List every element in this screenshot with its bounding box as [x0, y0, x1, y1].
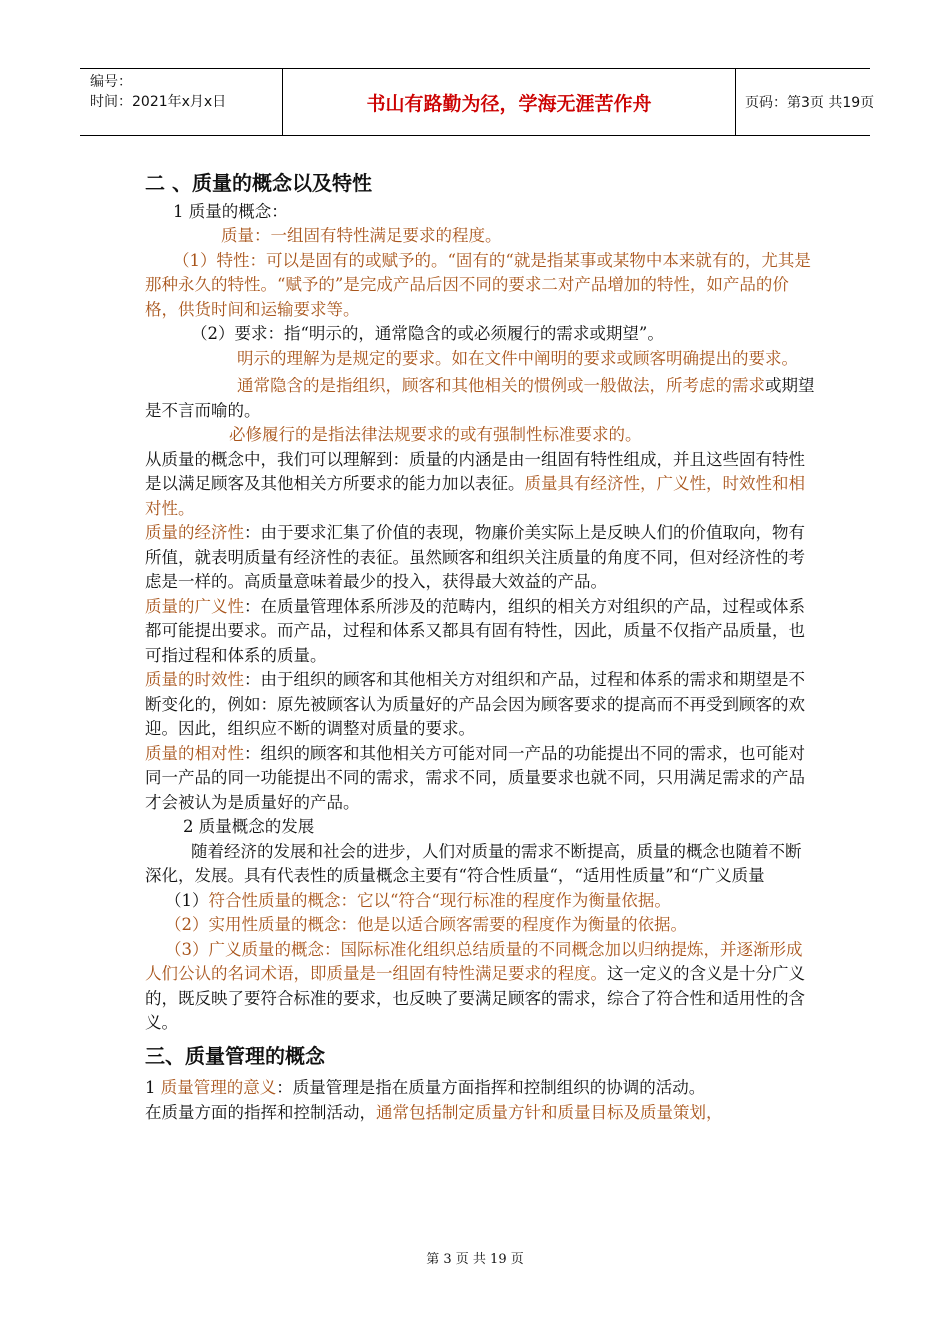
- text-span: 在质量方面的指挥和控制活动，: [145, 1102, 376, 1122]
- paragraph: 质量：一组固有特性满足要求的程度。: [221, 226, 502, 245]
- text-span: 1: [145, 1078, 161, 1097]
- paragraph: （2）实用性质量的概念：他是以适合顾客需要的程度作为衡量的依据。: [165, 915, 687, 934]
- number-label: 编号：: [90, 74, 132, 90]
- text-span: 质量具有经济性，广义性，时效性和相对性。: [145, 474, 805, 518]
- paragraph: [145, 1076, 815, 1101]
- page-footer: 第 3 页 共 19 页: [426, 1252, 524, 1267]
- paragraph: [145, 595, 815, 669]
- paragraph: 2 质量概念的发展: [183, 817, 315, 836]
- section-heading-3: 三、质量管理的概念: [145, 1043, 325, 1068]
- text-span: 或期望是不言而喻的。: [145, 376, 815, 420]
- term-label: 质量的相对性: [145, 743, 244, 763]
- text-span: 通常隐含的是指组织，顾客和其他相关的惯例或一般做法，所考虑的需求: [237, 376, 765, 395]
- date-label: 时间：2021年x月x日: [90, 94, 227, 110]
- paragraph: [145, 374, 815, 423]
- paragraph: （1）特性：可以是固有的或赋予的。“固有的“就是指某事或某物中本来就有的，尤其是那种永久的特性。“赋予的”是完成产品后因不同的要求二对产品增加的特性，如产品的价格，供货时间和运输要求等。: [145, 250, 811, 319]
- text-span: ：质量管理是指在质量方面指挥和控制组织的协调的活动。: [276, 1078, 706, 1097]
- text-span: 这一定义的含义是十分广义的，既反映了要符合标准的要求，也反映了要满足顾客的需求，综合了符合性和适用性的含义。: [145, 964, 805, 1032]
- term-label: 质量的时效性: [145, 670, 244, 689]
- paragraph: [145, 1101, 815, 1126]
- text-span: 通常包括制定质量方针和质量目标及质量策划，: [376, 1102, 723, 1122]
- document-body: [145, 168, 815, 1125]
- section-heading-2: 二 、质量的概念以及特性: [145, 171, 372, 195]
- paragraph: 必修履行的是指法律法规要求的或有强制性标准要求的。: [229, 425, 642, 444]
- header-page-info: 页码：第3页 共19页: [745, 95, 875, 111]
- paragraph: [145, 668, 815, 742]
- text-span: 符合性质量的概念：它以“符合“现行标准的程度作为衡量依据。: [208, 890, 671, 910]
- page-header: [80, 68, 875, 136]
- term-label: 质量的广义性: [145, 596, 244, 616]
- text-span: ：由于组织的顾客和其他相关方对组织和产品，过程和体系的需求和期望是不断变化的，例如：原先被顾客认为质量好的产品会因为顾客要求的提高而不再受到顾客的欢迎。因此，组织应不断的调整对质量的要求。: [145, 670, 805, 738]
- paragraph: [145, 448, 815, 522]
- term-label: 质量的经济性: [145, 523, 244, 542]
- paragraph: [145, 521, 815, 595]
- text-span: ：在质量管理体系所涉及的范畴内，组织的相关方对组织的产品，过程或体系都可能提出要求。而产品，过程和体系又都具有固有特性，因此，质量不仅指产品质量，也可指过程和体系的质量。: [145, 596, 805, 665]
- text-span: ：由于要求汇集了价值的表现，物廉价美实际上是反映人们的价值取向，物有所值，就表明质量有经济性的表征。虽然顾客和组织关注质量的角度不同，但对经济性的考虑是一样的。高质量意味着最少的投入，获得最大效益的产品。: [145, 523, 805, 591]
- paragraph: 明示的理解为是规定的要求。如在文件中阐明的要求或顾客明确提出的要求。: [237, 348, 798, 368]
- text-span: ：组织的顾客和其他相关方可能对同一产品的功能提出不同的需求，也可能对同一产品的同一功能提出不同的需求，需求不同，质量要求也就不同，只用满足需求的产品才会被认为是质量好的产品。: [145, 743, 805, 812]
- text-span: 从质量的概念中，我们可以理解到：质量的内涵是由一组固有特性组成，并且这些固有特性是以满足顾客及其他相关方所要求的能力加以表征。: [145, 449, 805, 493]
- header-motto: 书山有路勤为径，学海无涯苦作舟: [282, 69, 736, 135]
- paragraph: [145, 742, 815, 816]
- header-meta-cell: [80, 69, 282, 135]
- paragraph: [145, 938, 815, 1036]
- paragraph: [145, 889, 815, 914]
- term-label: 质量管理的意义: [160, 1078, 277, 1097]
- paragraph: （2）要求：指“明示的，通常隐含的或必须履行的需求或期望”。: [191, 324, 664, 343]
- text-span: （1）: [165, 890, 209, 910]
- paragraph: 1 质量的概念：: [173, 201, 288, 221]
- paragraph: 随着经济的发展和社会的进步，人们对质量的需求不断提高，质量的概念也随着不断深化，发展。具有代表性的质量概念主要有“符合性质量“，“适用性质量”和“广义质量: [145, 841, 802, 885]
- text-span: （3）广义质量的概念：国际标准化组织总结质量的不同概念加以归纳提炼，并逐渐形成人们公认的名词术语，即质量是一组固有特性满足要求的程度。: [145, 939, 803, 983]
